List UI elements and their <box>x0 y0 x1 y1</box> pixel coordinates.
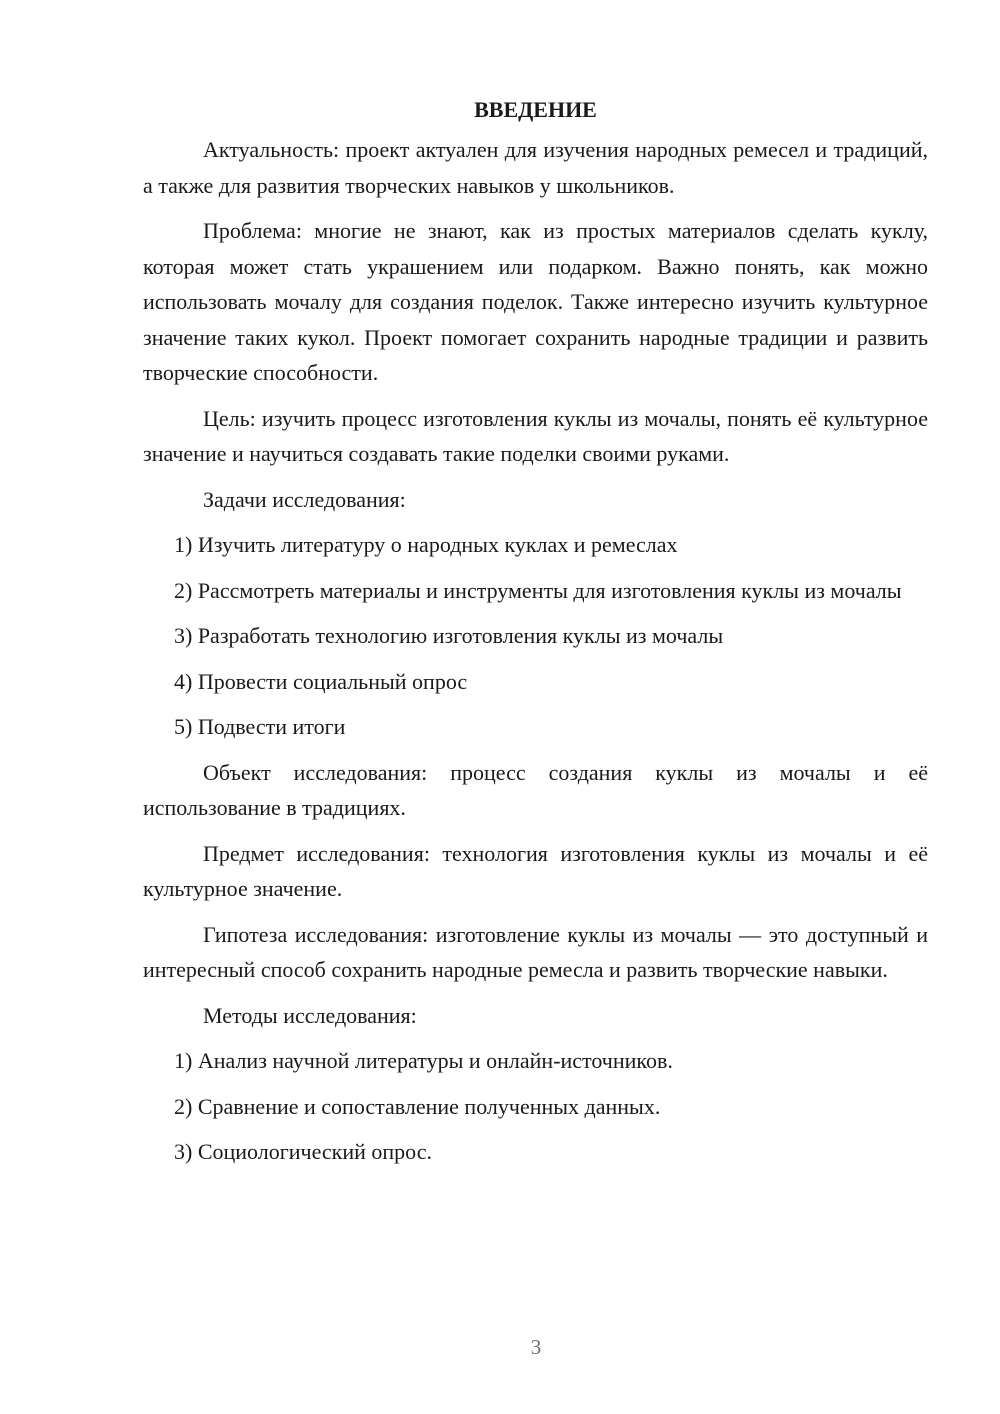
goal-paragraph: Цель: изучить процесс изготовления куклы из мочалы, понять её культурное значение и научиться создавать такие поделки своими руками. <box>143 405 928 466</box>
method-item: 2) Сравнение и сопоставление полученных данных. <box>174 1093 661 1119</box>
tasks-heading: Задачи исследования: <box>203 486 406 512</box>
task-item: 1) Изучить литературу о народных куклах и ремеслах <box>174 532 678 557</box>
hypothesis-paragraph: Гипотеза исследования: изготовление куклы из мочалы — это доступный и интересный способ сохранить народные ремесла и развить творческие навыки. <box>143 921 928 982</box>
section-title: ВВЕДЕНИЕ <box>474 97 597 122</box>
methods-heading: Методы исследования: <box>203 1002 417 1028</box>
relevance-paragraph: Актуальность: проект актуален для изучения народных ремесел и традиций, а также для развития творческих навыков у школьников. <box>143 137 928 198</box>
problem-paragraph: Проблема: многие не знают, как из простых материалов сделать куклу, которая может стать украшением или подарком. Важно понять, как можно использовать мочалу для создания поделок. Также интересно изучить культурное значение таких кукол. Проект помогает сохранить народные традиции и развить творческие способности. <box>143 218 928 385</box>
subject-paragraph: Предмет исследования: технология изготовления куклы из мочалы и её культурное значение. <box>143 840 928 901</box>
task-item: 5) Подвести итоги <box>174 714 346 739</box>
document-page <box>143 92 928 1180</box>
task-item: 4) Провести социальный опрос <box>174 668 468 694</box>
method-item: 1) Анализ научной литературы и онлайн-источников. <box>174 1048 673 1073</box>
method-item: 3) Социологический опрос. <box>174 1139 432 1164</box>
page-number: 3 <box>530 1335 542 1359</box>
object-paragraph: Объект исследования: процесс создания куклы из мочалы и её использование в традициях. <box>143 759 928 820</box>
task-item: 3) Разработать технологию изготовления куклы из мочалы <box>174 623 724 648</box>
task-item: 2) Рассмотреть материалы и инструменты для изготовления куклы из мочалы <box>174 577 902 603</box>
